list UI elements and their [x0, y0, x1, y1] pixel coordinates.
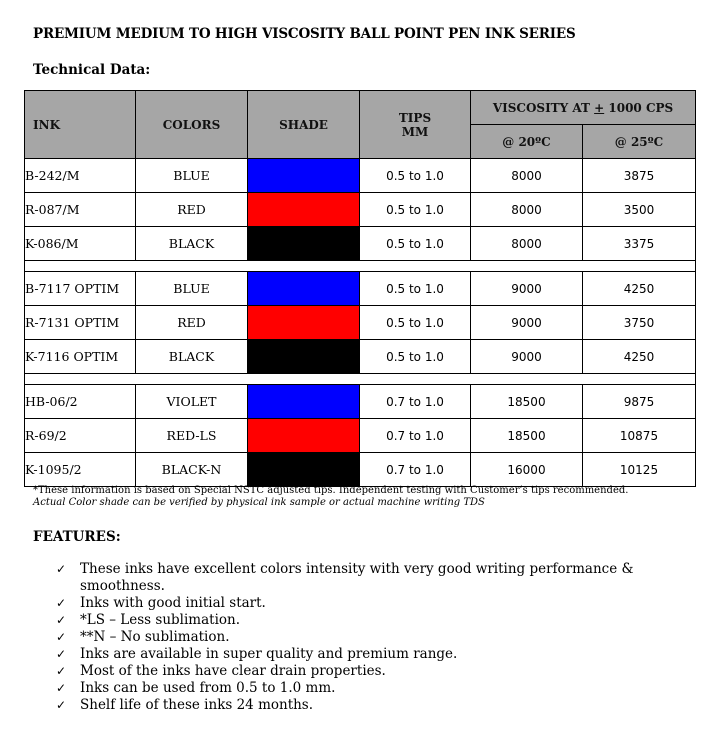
cell-tips: 0.5 to 1.0 [360, 272, 471, 306]
cell-viscosity-25c: 10875 [583, 419, 696, 453]
feature-item [56, 629, 676, 646]
feature-text: Inks can be used from 0.5 to 1.0 mm. [80, 680, 336, 696]
cell-color: BLACK [136, 227, 248, 261]
cell-tips: 0.5 to 1.0 [360, 227, 471, 261]
cell-viscosity-20c: 18500 [471, 419, 583, 453]
header-viscosity-suffix: 1000 CPS [604, 100, 674, 115]
cell-color: BLUE [136, 272, 248, 306]
cell-shade [248, 227, 360, 261]
table-body [25, 159, 696, 487]
header-viscosity-prefix: VISCOSITY AT [492, 100, 595, 115]
header-viscosity-20c: @ 20ºC [471, 125, 583, 159]
feature-item [56, 680, 676, 697]
checkmark-icon: ✓ [56, 647, 67, 661]
header-ink: INK [25, 91, 136, 159]
cell-viscosity-25c: 3375 [583, 227, 696, 261]
feature-item [56, 561, 676, 595]
feature-text: Inks with good initial start. [80, 595, 266, 611]
cell-viscosity-20c: 9000 [471, 340, 583, 374]
cell-shade [248, 193, 360, 227]
group-separator [25, 374, 696, 385]
cell-color: RED [136, 193, 248, 227]
checkmark-icon: ✓ [56, 613, 67, 627]
header-viscosity-25c: @ 25ºC [583, 125, 696, 159]
cell-viscosity-20c: 8000 [471, 159, 583, 193]
cell-tips: 0.7 to 1.0 [360, 453, 471, 487]
group-separator [25, 261, 696, 272]
cell-shade [248, 159, 360, 193]
cell-ink: R-69/2 [25, 419, 136, 453]
header-colors: COLORS [136, 91, 248, 159]
section-title-technical-data: Technical Data: [33, 62, 151, 78]
feature-text: Most of the inks have clear drain properties. [80, 663, 386, 679]
feature-text: Shelf life of these inks 24 months. [80, 697, 314, 713]
cell-tips: 0.5 to 1.0 [360, 340, 471, 374]
cell-viscosity-25c: 10125 [583, 453, 696, 487]
cell-ink: K-7116 OPTIM [25, 340, 136, 374]
cell-color: VIOLET [136, 385, 248, 419]
header-viscosity [471, 91, 696, 125]
feature-item [56, 612, 676, 629]
checkmark-icon: ✓ [56, 562, 67, 576]
cell-ink: R-7131 OPTIM [25, 306, 136, 340]
shade-swatch [248, 419, 359, 452]
table-header-row [25, 91, 696, 125]
shade-swatch [248, 272, 359, 305]
cell-color: BLACK [136, 340, 248, 374]
header-tips-line1: TIPS [398, 110, 432, 125]
cell-viscosity-20c: 9000 [471, 272, 583, 306]
shade-swatch [248, 193, 359, 226]
shade-swatch [248, 453, 359, 486]
cell-viscosity-20c: 16000 [471, 453, 583, 487]
cell-viscosity-20c: 9000 [471, 306, 583, 340]
table-row [25, 340, 696, 374]
cell-viscosity-25c: 3500 [583, 193, 696, 227]
cell-shade [248, 340, 360, 374]
cell-viscosity-25c: 4250 [583, 272, 696, 306]
cell-ink: B-242/M [25, 159, 136, 193]
cell-viscosity-25c: 3750 [583, 306, 696, 340]
feature-item [56, 663, 676, 680]
checkmark-icon: ✓ [56, 681, 67, 695]
feature-text: *LS – Less sublimation. [80, 612, 241, 628]
checkmark-icon: ✓ [56, 664, 67, 678]
shade-swatch [248, 385, 359, 418]
cell-tips: 0.5 to 1.0 [360, 306, 471, 340]
cell-tips: 0.7 to 1.0 [360, 419, 471, 453]
header-tips-line2: MM [401, 124, 429, 139]
table-row [25, 306, 696, 340]
cell-color: BLACK-N [136, 453, 248, 487]
checkmark-icon: ✓ [56, 630, 67, 644]
cell-tips: 0.7 to 1.0 [360, 385, 471, 419]
cell-shade [248, 306, 360, 340]
feature-text: Inks are available in super quality and premium range. [80, 646, 458, 662]
shade-swatch [248, 227, 359, 260]
group-separator-row [25, 261, 696, 272]
cell-tips: 0.5 to 1.0 [360, 193, 471, 227]
feature-item [56, 697, 676, 714]
cell-viscosity-25c: 3875 [583, 159, 696, 193]
checkmark-icon: ✓ [56, 596, 67, 610]
table-row [25, 453, 696, 487]
features-list [56, 561, 676, 714]
features-heading: FEATURES: [33, 529, 121, 545]
table-row [25, 159, 696, 193]
cell-shade [248, 453, 360, 487]
cell-shade [248, 272, 360, 306]
cell-color: RED [136, 306, 248, 340]
table-row [25, 272, 696, 306]
header-shade: SHADE [248, 91, 360, 159]
cell-viscosity-20c: 8000 [471, 193, 583, 227]
cell-ink: HB-06/2 [25, 385, 136, 419]
cell-ink: K-086/M [25, 227, 136, 261]
header-tips [360, 91, 471, 159]
cell-viscosity-20c: 8000 [471, 227, 583, 261]
cell-viscosity-25c: 9875 [583, 385, 696, 419]
cell-tips: 0.5 to 1.0 [360, 159, 471, 193]
shade-swatch [248, 159, 359, 192]
feature-text: **N – No sublimation. [80, 629, 230, 645]
cell-color: BLUE [136, 159, 248, 193]
cell-ink: R-087/M [25, 193, 136, 227]
feature-text: These inks have excellent colors intensity with very good writing performance & smoothness. [80, 561, 634, 594]
cell-shade [248, 385, 360, 419]
table-row [25, 227, 696, 261]
cell-color: RED-LS [136, 419, 248, 453]
cell-ink: K-1095/2 [25, 453, 136, 487]
feature-item [56, 646, 676, 663]
document-title: PREMIUM MEDIUM TO HIGH VISCOSITY BALL POINT PEN INK SERIES [33, 26, 576, 42]
shade-swatch [248, 340, 359, 373]
cell-ink: B-7117 OPTIM [25, 272, 136, 306]
group-separator-row [25, 374, 696, 385]
table-row [25, 419, 696, 453]
cell-shade [248, 419, 360, 453]
footnote-tips: *These information is based on Special NSTC adjusted tips. Independent testing with Customer’s tips recommended. [33, 485, 629, 496]
footnote-color-shade: Actual Color shade can be verified by physical ink sample or actual machine writing TDS [33, 497, 485, 508]
cell-viscosity-25c: 4250 [583, 340, 696, 374]
checkmark-icon: ✓ [56, 698, 67, 712]
technical-data-table [24, 90, 696, 487]
feature-item [56, 595, 676, 612]
table-row [25, 193, 696, 227]
plus-minus-sign: + [594, 100, 605, 115]
cell-viscosity-20c: 18500 [471, 385, 583, 419]
table-row [25, 385, 696, 419]
shade-swatch [248, 306, 359, 339]
